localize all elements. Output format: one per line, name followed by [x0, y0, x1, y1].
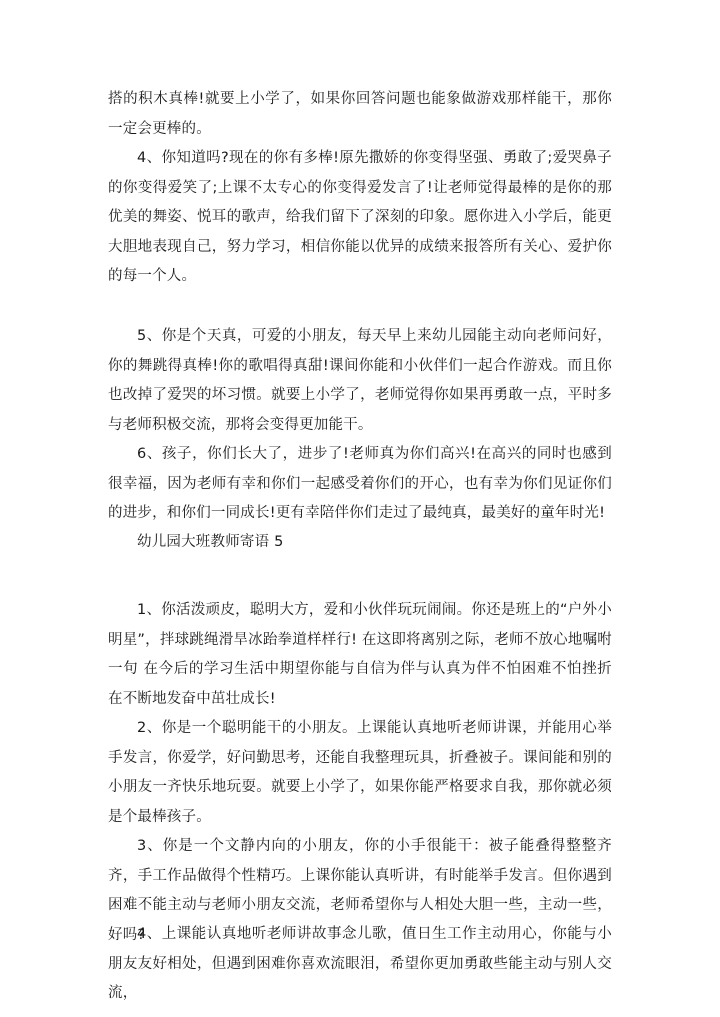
paragraph-6: 6、孩子，你们长大了，进步了!老师真为你们高兴!在高兴的同时也感到很幸福，因为老师有幸和你们一起感受着你们的开心，也有幸为你们见证你们的进步，和你们一同成长!更有幸陪伴你们走过了最纯真，最美好的童年时光!	[108, 446, 612, 522]
paragraph-5: 5、你是个天真，可爱的小朋友，每天早上来幼儿园能主动向老师问好，你的舞跳得真棒!你的歌唱得真甜!课间你能和小伙伴们一起合作游戏。而且你也改掉了爱哭的坏习惯。就要上小学了，老师觉得你如果再勇敢一点，平时多与老师积极交流，那将会变得更加能干。	[108, 328, 612, 433]
paragraph-4: 4、你知道吗?现在的你有多棒!原先撒娇的你变得坚强、勇敢了;爱哭鼻子的你变得爱笑了;上课不太专心的你变得爱发言了!让老师觉得最棒的是你的那优美的舞姿、悦耳的歌声，给我们留下了深刻的印象。愿你进入小学后，能更大胆地表现自己，努力学习，相信你能以优异的成绩来报答所有关心、爱护你的每一个人。	[108, 150, 612, 285]
paragraph-s5-1: 1、你活泼顽皮，聪明大方，爱和小伙伴玩玩闹闹。你还是班上的“户外小明星”，拌球跳绳滑旱冰跆拳道样样行! 在这即将离别之际，老师不放心地嘱咐一句 在今后的学习生活中期望你能与自信为伴与认真为伴不怕困难不怕挫折在不断地发奋中茁壮成长!	[108, 602, 612, 707]
paragraph-s5-3: 3、你是一个文静内向的小朋友，你的小手很能干：被子能叠得整整齐齐，手工作品做得个性精巧。上课你能认真听讲，有时能举手发言。但你遇到困难不能主动与老师小朋友交流，老师希望你与人相处大胆一些，主动一些，好吗?	[108, 838, 612, 943]
paragraph-continuation: 搭的积木真棒!就要上小学了，如果你回答问题也能象做游戏那样能干，那你一定会更棒的。	[108, 91, 612, 137]
section-heading: 幼儿园大班教师寄语 5	[137, 534, 284, 550]
paragraph-s5-4: 4、上课能认真地听老师讲故事念儿歌，值日生工作主动用心，你能与小朋友友好相处，但遇到困难你喜欢流眼泪，希望你更加勇敢些能主动与别人交流，	[108, 926, 612, 1002]
paragraph-s5-2: 2、你是一个聪明能干的小朋友。上课能认真地听老师讲课，并能用心举手发言，你爱学，好问勤思考，还能自我整理玩具，折叠被子。课间能和别的小朋友一齐快乐地玩耍。就要上小学了，如果你能严格要求自我，那你就必须是个最棒孩子。	[108, 720, 612, 825]
